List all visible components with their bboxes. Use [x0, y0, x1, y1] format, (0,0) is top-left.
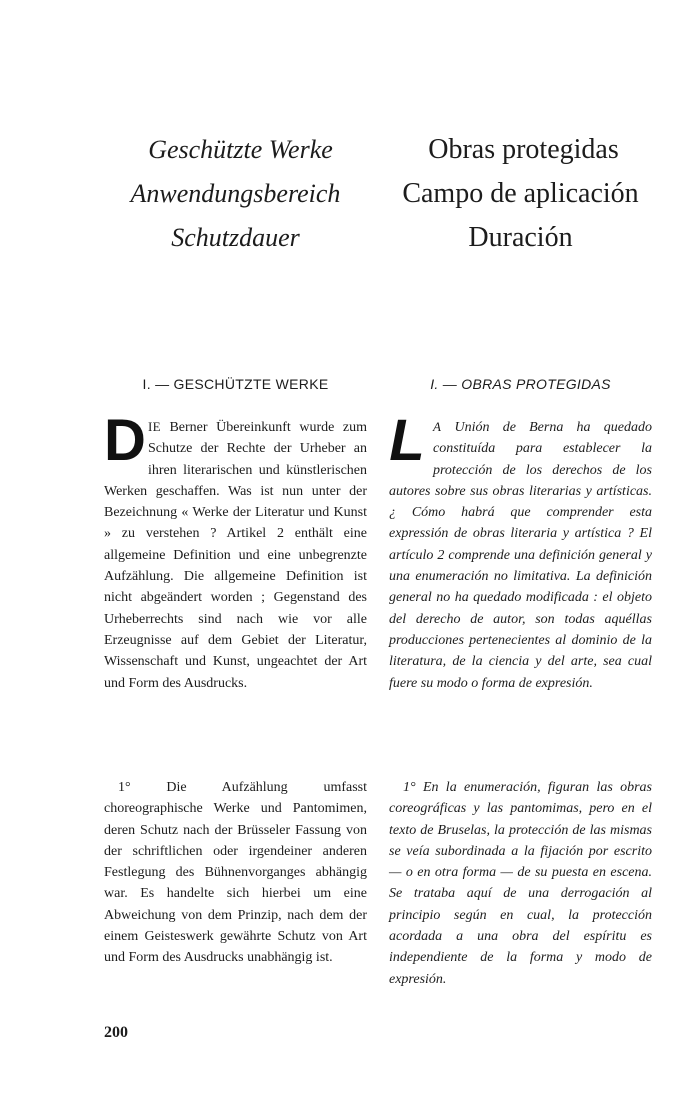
spanish-paragraph-1-start: A — [433, 419, 442, 434]
spanish-paragraph-2-number: 1° — [403, 780, 416, 795]
spanish-section-heading: I. — OBRAS PROTEGIDAS — [430, 376, 611, 392]
german-section-heading: I. — GESCHÜTZTE WERKE — [142, 376, 329, 392]
spanish-paragraph-1 — [389, 408, 652, 694]
spanish-title-line-1: Obras protegidas — [428, 134, 619, 165]
spanish-title-line-3: Duración — [468, 222, 573, 253]
german-drop-cap: D — [104, 408, 146, 473]
german-paragraph-1 — [104, 408, 367, 694]
german-title-line-1: Geschützte Werke — [148, 135, 333, 164]
spanish-title-line-2: Campo de aplicación — [402, 178, 639, 209]
german-paragraph-1-start: IE — [148, 419, 161, 434]
german-title-line-2: Anwendungsbereich — [130, 179, 341, 208]
german-paragraph-2 — [104, 777, 367, 969]
german-paragraph-2-number: 1° — [118, 780, 131, 795]
spanish-title-block — [389, 128, 652, 260]
german-paragraph-1-text: Berner Übereinkunft wurde zum Schutze der Rechte der Urheber an ihren literarischen und künstlerischen Werken geschaffen. Was ist nun unter der Bezeichnung « Werke der Literatur und Kunst » zu verstehen ? Artikel 2 enthält eine allgemeine Definition und eine unbegrenzte Aufzählung. Die allgemeine Definition ist nicht abgeändert worden ; Gegenstand des Urheberrechts sind nach wie vor alle Erzeugnisse auf dem Gebiet der Literatur, Wissenschaft und Kunst, ungeachtet der Art und Form des Ausdrucks. — [104, 420, 367, 691]
spanish-paragraph-2 — [389, 777, 652, 990]
german-title-line-3: Schutzdauer — [171, 223, 300, 252]
german-title-block — [104, 128, 367, 260]
page-number: 200 — [104, 1024, 128, 1041]
spanish-drop-cap: L — [389, 408, 425, 473]
spanish-paragraph-2-text: En la enumeración, figuran las obras coreográficas y las pantomimas, pero en el texto de Bruselas, la protección de las mismas se veía subordinada a la fijación por escrito — o en otra forma — de su puesta en escena. Se trataba aquí de una derrogación al principio según en cual, la protección acordada a una obra del espíritu es independiente de la forma y modo de expresión. — [389, 780, 653, 987]
german-paragraph-2-text: Die Aufzählung umfasst choreographische Werke und Pantomimen, deren Schutz nach der Brüsseler Fassung von der schriftlichen oder irgendeiner anderen Festlegung des Bühnenvorganges abhängig war. Es handelte sich hierbei um eine Abweichung von dem Prinzip, nach dem der einem Geisteswerk gewährte Schutz von Art und Form des Ausdrucks unabhängig ist. — [104, 780, 367, 966]
spanish-paragraph-1-text: Unión de Berna ha quedado constituída para establecer la protección de los derechos de los autores sobre sus obras literarias y artísticas. ¿ Cómo habrá que comprender esta expressión de obras literaria y artística ? El artículo 2 comprende una definición general y una enumeración no limitativa. La definición general no ha quedado modificada : el objeto del derecho de autor, son todas aquéllas producciones pertenecientes al dominio de la literatura, de la ciencia y del arte, sea cual fuere su modo o forma de expresión. — [389, 420, 652, 691]
